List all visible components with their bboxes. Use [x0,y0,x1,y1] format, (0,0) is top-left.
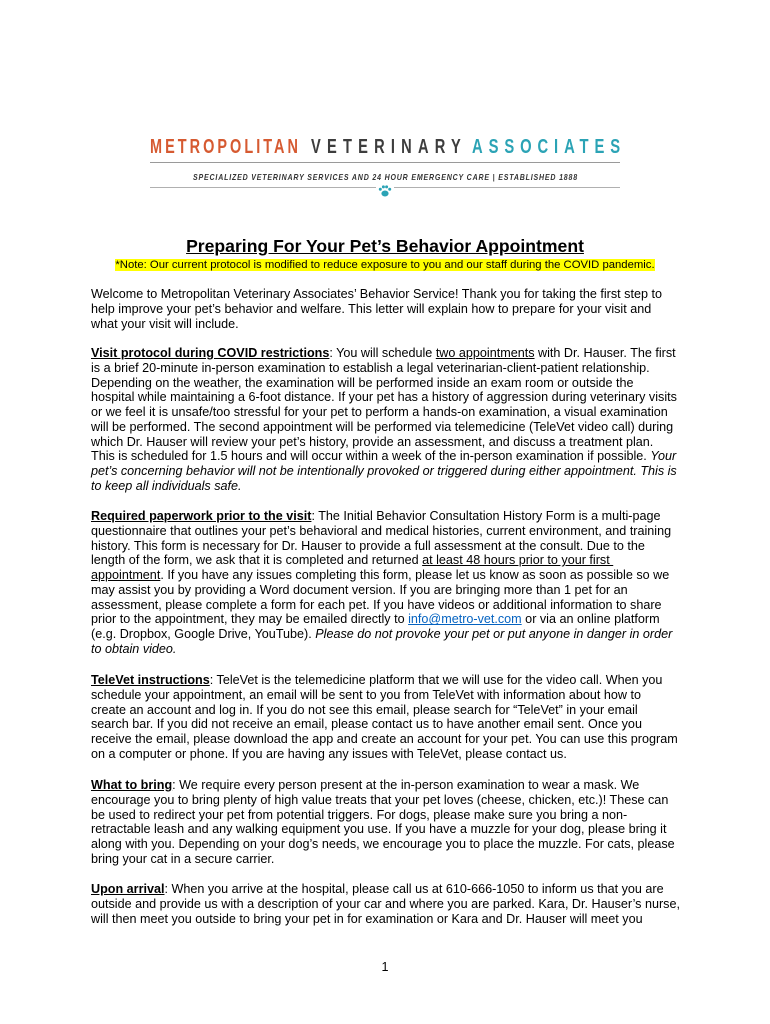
email-link[interactable]: info@metro-vet.com [408,612,522,627]
body-text-line-italic: pet’s concerning behavior will not be intentionally provoked or triggered during either appointment. This is [91,464,677,479]
body-text-line: bring your cat in a secure carrier. [91,851,275,866]
section-heading: TeleVet instructions [91,673,210,687]
text-run: : We require every person present at the in-person examination to wear a mask. We [172,778,640,792]
body-text-line: Welcome to Metropolitan Veterinary Associates’ Behavior Service! Thank you for taking the first step to [91,287,662,301]
body-text-line: along with you. Depending on your dog’s needs, we encourage you to place the muzzle. For cats, please [91,837,675,852]
body-text-line: assessment, please complete a form for each pet. If you have videos or additional information to share [91,597,662,612]
text-run: or via an online platform [521,612,660,627]
text-run: . If you have any issues completing this form, please let us know as soon as possible so we [160,568,670,583]
italic-text: Please do not provoke your pet or put anyone in danger in order [315,627,673,642]
body-text-line [91,553,672,568]
body-text-line: will then meet you outside to bring your pet in for examination or Kara and Dr. Hauser will meet you [91,911,643,926]
text-run: (e.g. Dropbox, Google Drive, YouTube). [91,627,316,642]
body-text-line: hospital while maintaining a 6-foot distance. If your pet has a history of aggression during veterinary visits [91,390,677,405]
body-text-line: receive the email, please download the app and create an account for your pet. You can use this program [91,732,678,747]
body-text-line [91,627,672,642]
underlined-text: two appointments [435,346,535,360]
body-text-line-italic: to keep all individuals safe. [91,478,242,493]
text-run: : TeleVet is the telemedicine platform that we will use for the video call. When you [209,673,663,687]
logo-word-metropolitan: METROPOLITAN [150,136,301,158]
logo-word-veterinary: VETERINARY [311,136,467,158]
body-text-line: help improve your pet’s behavior and welfare. This letter will explain how to prepare for your visit and [91,301,652,316]
section-heading: What to bring [91,778,173,792]
logo-tagline: SPECIALIZED VETERINARY SERVICES AND 24 HOUR EMERGENCY CARE | ESTABLISHED 1888 [193,172,578,182]
body-text-line: on a computer or phone. If you are having any issues with TeleVet, please contact us. [91,746,567,761]
body-text-line: history. This form is necessary for Dr. Hauser to provide a full assessment at the consult. Due to the [91,538,645,553]
text-run: : You will schedule [329,346,436,360]
section-upon-arrival [91,882,680,926]
intro-paragraph [91,287,662,331]
section-televet-instructions [91,673,678,762]
body-text-line [91,778,675,793]
body-text-line [91,568,672,583]
body-text-line [91,882,680,897]
underlined-text: appointment [91,568,161,583]
body-text-line: will be performed. The second appointment will be performed via telemedicine (TeleVet video call) during [91,419,674,434]
text-run: with Dr. Hauser. The first [534,346,676,360]
section-visit-protocol [91,346,677,494]
text-run: : The Initial Behavior Consultation History Form is a multi-page [311,509,661,523]
body-text-line: Depending on the weather, the examination will be performed inside an exam room or outside the [91,375,634,390]
paw-icon [379,185,391,196]
body-text-line [91,509,672,524]
text-run: : When you arrive at the hospital, please call us at 610-666-1050 to inform us that you are [164,882,664,896]
logo-word-associates: ASSOCIATES [472,136,626,158]
logo [0,0,770,210]
section-heading: Required paperwork prior to the visit [91,509,312,523]
covid-note: *Note: Our current protocol is modified to reduce exposure to you and our staff during the COVID pandemic. [115,259,655,271]
body-text-line: retractable leash and any walking equipment you use. If you have a muzzle for your dog, please bring it [91,822,667,837]
body-text-line [91,612,672,627]
section-required-paperwork [91,509,672,657]
body-text-line-italic: to obtain video. [91,641,177,656]
body-text-line: search bar. If you did not receive an email, please contact us to have another email sent. Once you [91,717,642,732]
body-text-line [91,449,677,464]
page-number: 1 [381,960,389,974]
body-text-line: is a brief 20-minute in-person examination to establish a legal veterinarian-client-patient relationship. [91,360,650,375]
section-what-to-bring [91,778,675,867]
body-text-line: what your visit will include. [91,316,239,331]
body-text-line: be used to redirect your pet from potential triggers. For dogs, please make sure you bring a non- [91,807,628,822]
body-text-line: encourage you to bring plenty of high value treats that your pet loves (cheese, chicken, etc.)! These can [91,792,669,807]
body-text-line: outside and provide us with a description of your car and where you are parked. Kara, Dr. Hauser’s nurse, [91,896,680,911]
italic-text: Your [650,449,677,464]
covid-note-container [0,258,770,272]
body-text-line: which Dr. Hauser will review your pet’s history, provide an assessment, and discuss a treatment plan. [91,434,654,449]
underlined-text: at least 48 hours prior to your first [422,553,614,568]
body-text-line: schedule your appointment, an email will be sent to you from TeleVet with information about how to [91,687,642,702]
text-run: length of the form, we ask that it is completed and returned [91,553,423,568]
section-heading: Visit protocol during COVID restrictions [91,346,330,360]
body-text-line [91,673,678,688]
body-text-line: questionnaire that outlines your pet’s behavioral and medical histories, current environment, and training [91,523,672,538]
body-text-line: or we feel it is unsafe/too stressful for your pet to perform a hands-on examination, a visual examination [91,405,668,420]
page-title: Preparing For Your Pet’s Behavior Appointment [186,236,584,256]
body-text-line: may assist you by providing a Word document version. If you are bringing more than 1 pet for an [91,582,628,597]
text-run: This is scheduled for 1.5 hours and will occur within a week of the in-person examination if possible. [91,449,651,464]
section-heading: Upon arrival [91,882,165,896]
page-title-container [0,236,770,256]
body-text-line: create an account and log in. If you do not see this email, please search for “TeleVet” in your email [91,702,638,717]
body-text-line [91,346,677,361]
text-run: prior to the appointment, they may be emailed directly to [91,612,409,627]
